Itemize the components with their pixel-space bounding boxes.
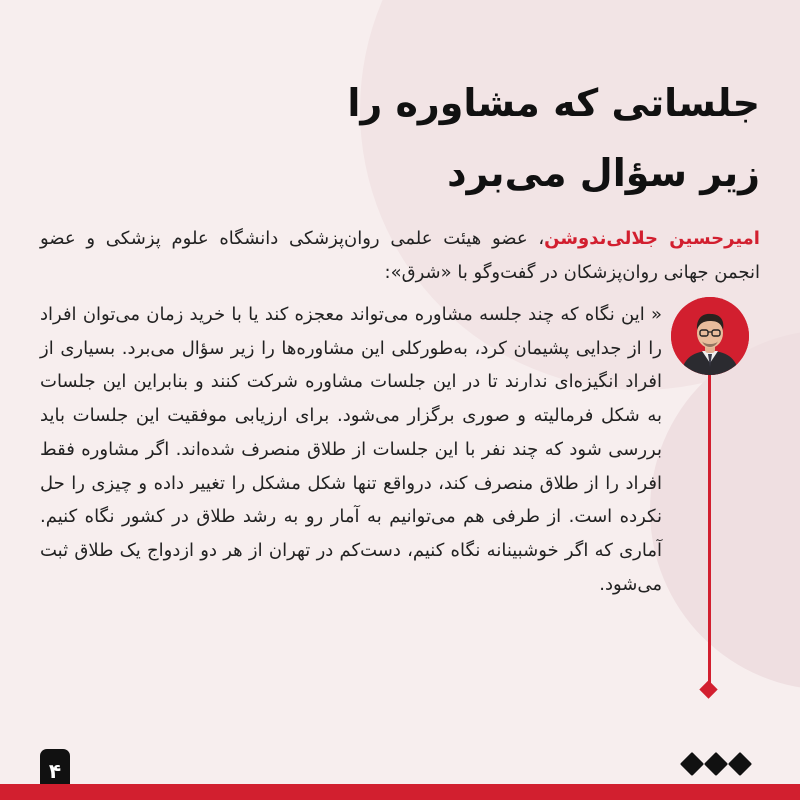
headline xyxy=(240,68,760,208)
speaker-name: امیرحسین جلالی‌ندوشن xyxy=(544,228,760,249)
quote-paragraph: « این نگاه که چند جلسه مشاوره می‌تواند معجزه کند یا با خرید زمان می‌توان افراد را از جدایی پشیمان کرد، به‌طورکلی این مشاوره‌ها را زیر سؤال می‌برد. بسیاری از افراد انگیزه‌ای ندارند تا در این جلسات مشاوره شرکت کنند و بنابراین این جلسات به شکل فرمالیته و صوری برگزار می‌شود. برای ارزیابی موفقیت این جلسات باید بررسی شود که چند نفر با این جلسات از طلاق منصرف شده‌اند. اگر مشاوره فقط افراد را از طلاق منصرف کند، درواقع تنها شکل مشکل را تغییر داده و چیزی را حل نکرده است. از طرفی هم می‌توانیم به آمار رو به رشد طلاق در کشور نگاه کنیم. آماری که اگر خوشبینانه نگاه کنیم، دست‌کم در تهران از هر دو ازدواج یک طلاق ثبت می‌شود. xyxy=(40,304,662,595)
page-number: ۴ xyxy=(40,749,70,800)
speaker-avatar xyxy=(671,297,749,375)
timeline-line xyxy=(708,375,711,685)
speaker-description: ، عضو هیئت علمی روان‌پزشکی دانشگاه علوم پزشکی و عضو انجمن جهانی روان‌پزشکان در گفت‌وگو با «شرق»: xyxy=(40,228,760,283)
bottom-accent-bar xyxy=(0,784,800,800)
headline-line-1: جلساتی که مشاوره را xyxy=(347,81,760,125)
timeline-end-diamond xyxy=(699,680,717,698)
headline-line-2: زیر سؤال می‌برد xyxy=(447,151,760,195)
intro-paragraph xyxy=(40,222,760,290)
decorative-diamonds-icon xyxy=(680,750,752,778)
speaker-portrait-icon xyxy=(671,297,749,375)
